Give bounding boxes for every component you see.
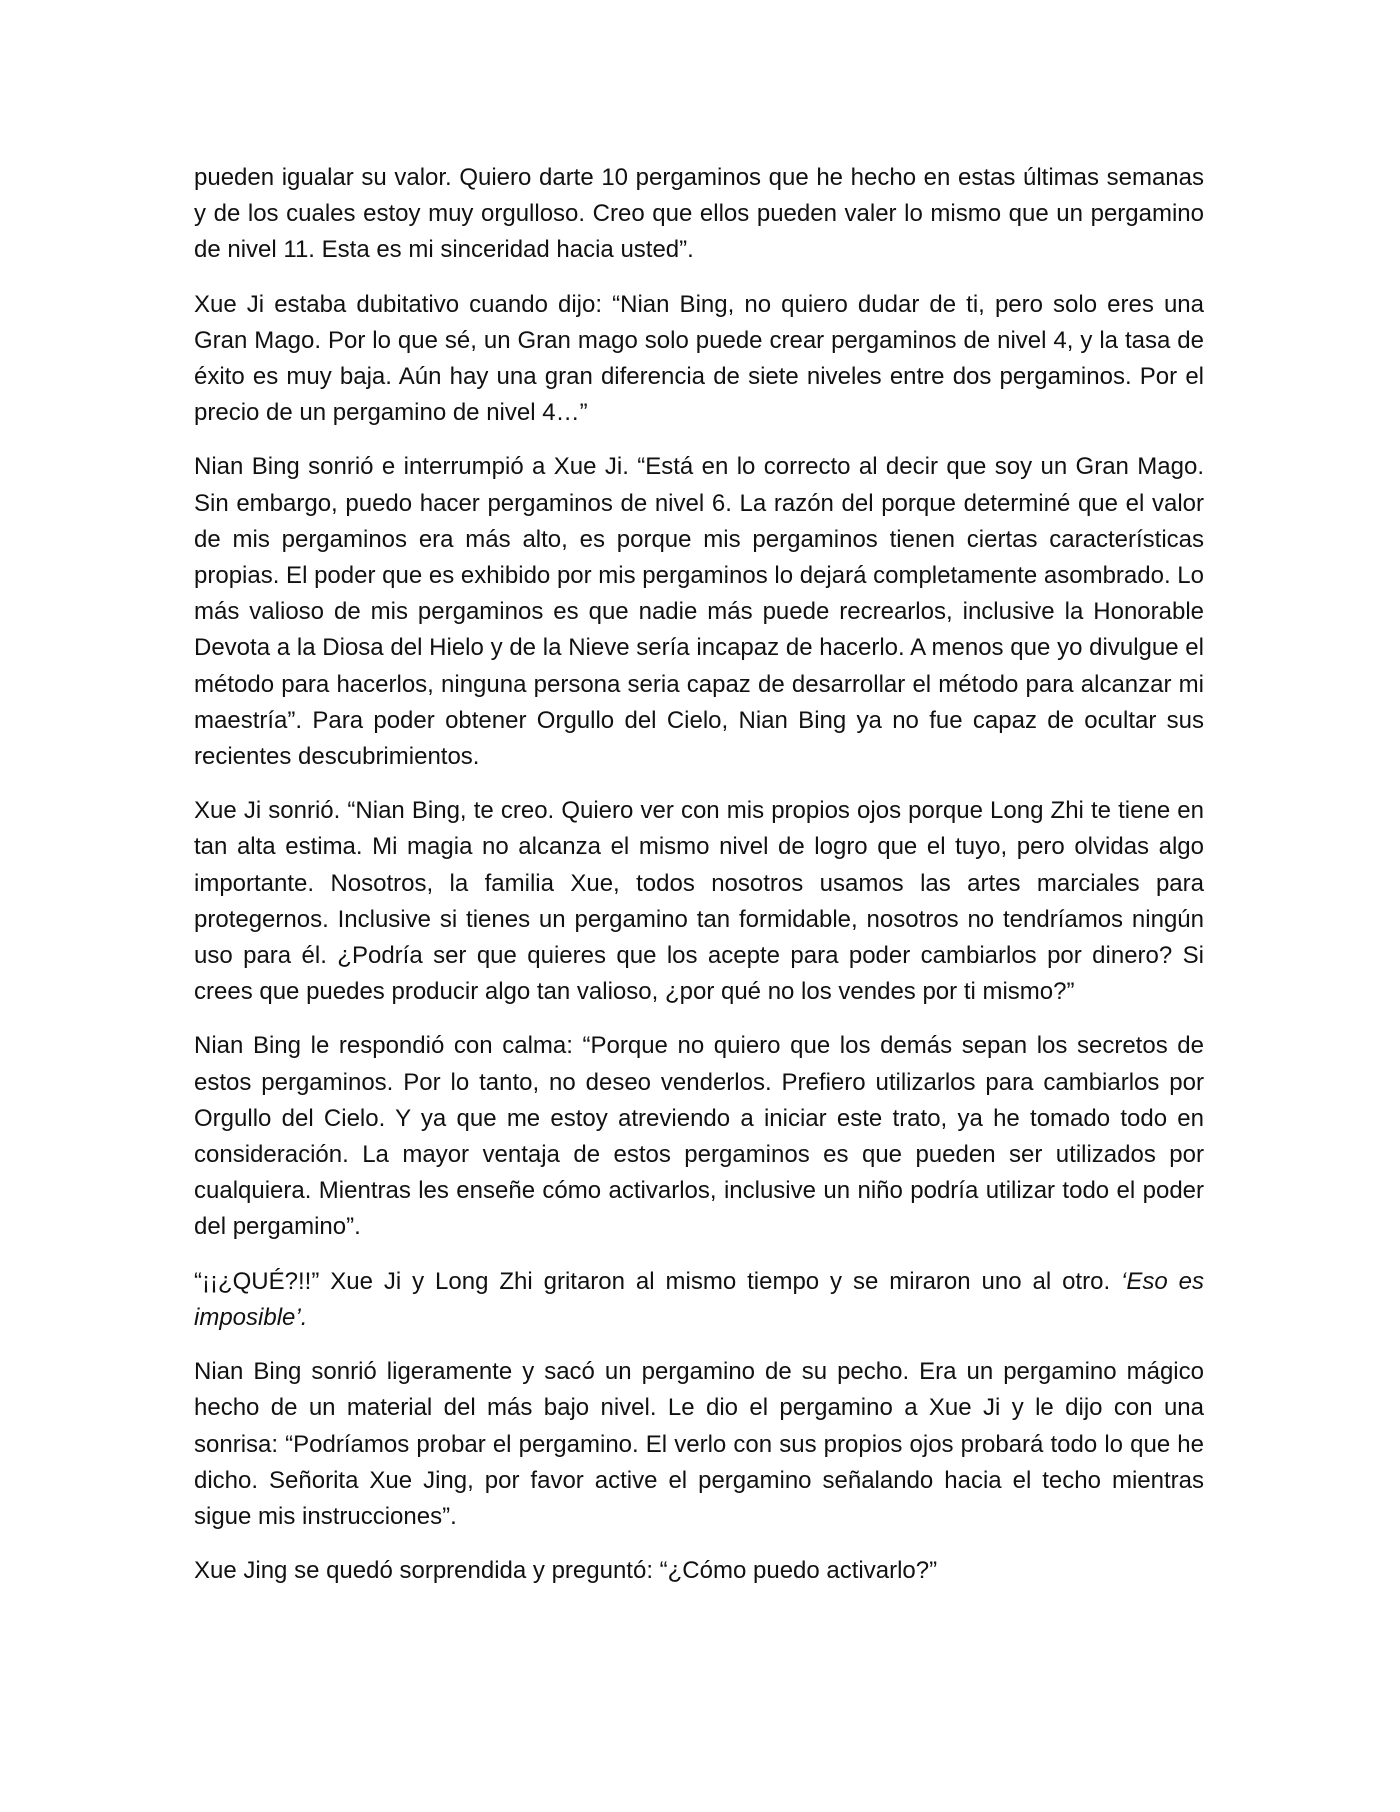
paragraph: pueden igualar su valor. Quiero darte 10 pergaminos que he hecho en estas últimas semanas y de los cuales estoy muy orgulloso. Creo que ellos pueden valer lo mismo que un pergamino de nivel 11. Esta es mi sinceridad hacia usted”. <box>194 164 1204 264</box>
paragraph: Nian Bing sonrió ligeramente y sacó un pergamino de su pecho. Era un pergamino mágico hecho de un material del más bajo nivel. Le dio el pergamino a Xue Ji y le dijo con una sonrisa: “Podríamos probar el pergamino. El verlo con sus propios ojos probará todo lo que he dicho. Señorita Xue Jing, por favor active el pergamino señalando hacia el techo mientras sigue mis instrucciones”. <box>194 1358 1204 1530</box>
paragraph: Nian Bing sonrió e interrumpió a Xue Ji. “Está en lo correcto al decir que soy un Gran Mago. Sin embargo, puedo hacer pergaminos de nivel 6. La razón del porque determiné que el valor de mis pergaminos era más alto, es porque mis pergaminos tienen ciertas características propias. El poder que es exhibido por mis pergaminos lo dejará completamente asombrado. Lo más valioso de mis pergaminos es que nadie más puede recrearlos, inclusive la Honorable Devota a la Diosa del Hielo y de la Nieve sería incapaz de hacerlo. A menos que yo divulgue el método para hacerlos, ninguna persona seria capaz de desarrollar el método para alcanzar mi maestría”. Para poder obtener Orgullo del Cielo, Nian Bing ya no fue capaz de ocultar sus recientes descubrimientos. <box>194 453 1204 771</box>
paragraph: Nian Bing le respondió con calma: “Porque no quiero que los demás sepan los secretos de estos pergaminos. Por lo tanto, no deseo venderlos. Prefiero utilizarlos para cambiarlos por Orgullo del Cielo. Y ya que me estoy atreviendo a iniciar este trato, ya he tomado todo en consideración. La mayor ventaja de estos pergaminos es que pueden ser utilizados por cualquiera. Mientras les enseñe cómo activarlos, inclusive un niño podría utilizar todo el poder del pergamino”. <box>194 1032 1204 1241</box>
paragraph: Xue Jing se quedó sorprendida y preguntó: “¿Cómo puedo activarlo?” <box>194 1557 938 1585</box>
document-page <box>194 160 1204 1607</box>
paragraph: Xue Ji estaba dubitativo cuando dijo: “Nian Bing, no quiero dudar de ti, pero solo eres una Gran Mago. Por lo que sé, un Gran mago solo puede crear pergaminos de nivel 4, y la tasa de éxito es muy baja. Aún hay una gran diferencia de siete niveles entre dos pergaminos. Por el precio de un pergamino de nivel 4…” <box>194 290 1204 427</box>
paragraph-text: “¡¡¿QUÉ?!!” Xue Ji y Long Zhi gritaron al mismo tiempo y se miraron uno al otro. <box>194 1267 1111 1295</box>
paragraph-italic-text: ‘Eso es imposible’. <box>194 1267 1205 1331</box>
paragraph: Xue Ji sonrió. “Nian Bing, te creo. Quiero ver con mis propios ojos porque Long Zhi te tiene en tan alta estima. Mi magia no alcanza el mismo nivel de logro que el tuyo, pero olvidas algo importante. Nosotros, la familia Xue, todos nosotros usamos las artes marciales para protegernos. Inclusive si tienes un pergamino tan formidable, nosotros no tendríamos ningún uso para él. ¿Podría ser que quieres que los acepte para poder cambiarlos por dinero? Si crees que puedes producir algo tan valioso, ¿por qué no los vendes por ti mismo?” <box>194 797 1204 1006</box>
paragraph <box>194 1264 1204 1336</box>
